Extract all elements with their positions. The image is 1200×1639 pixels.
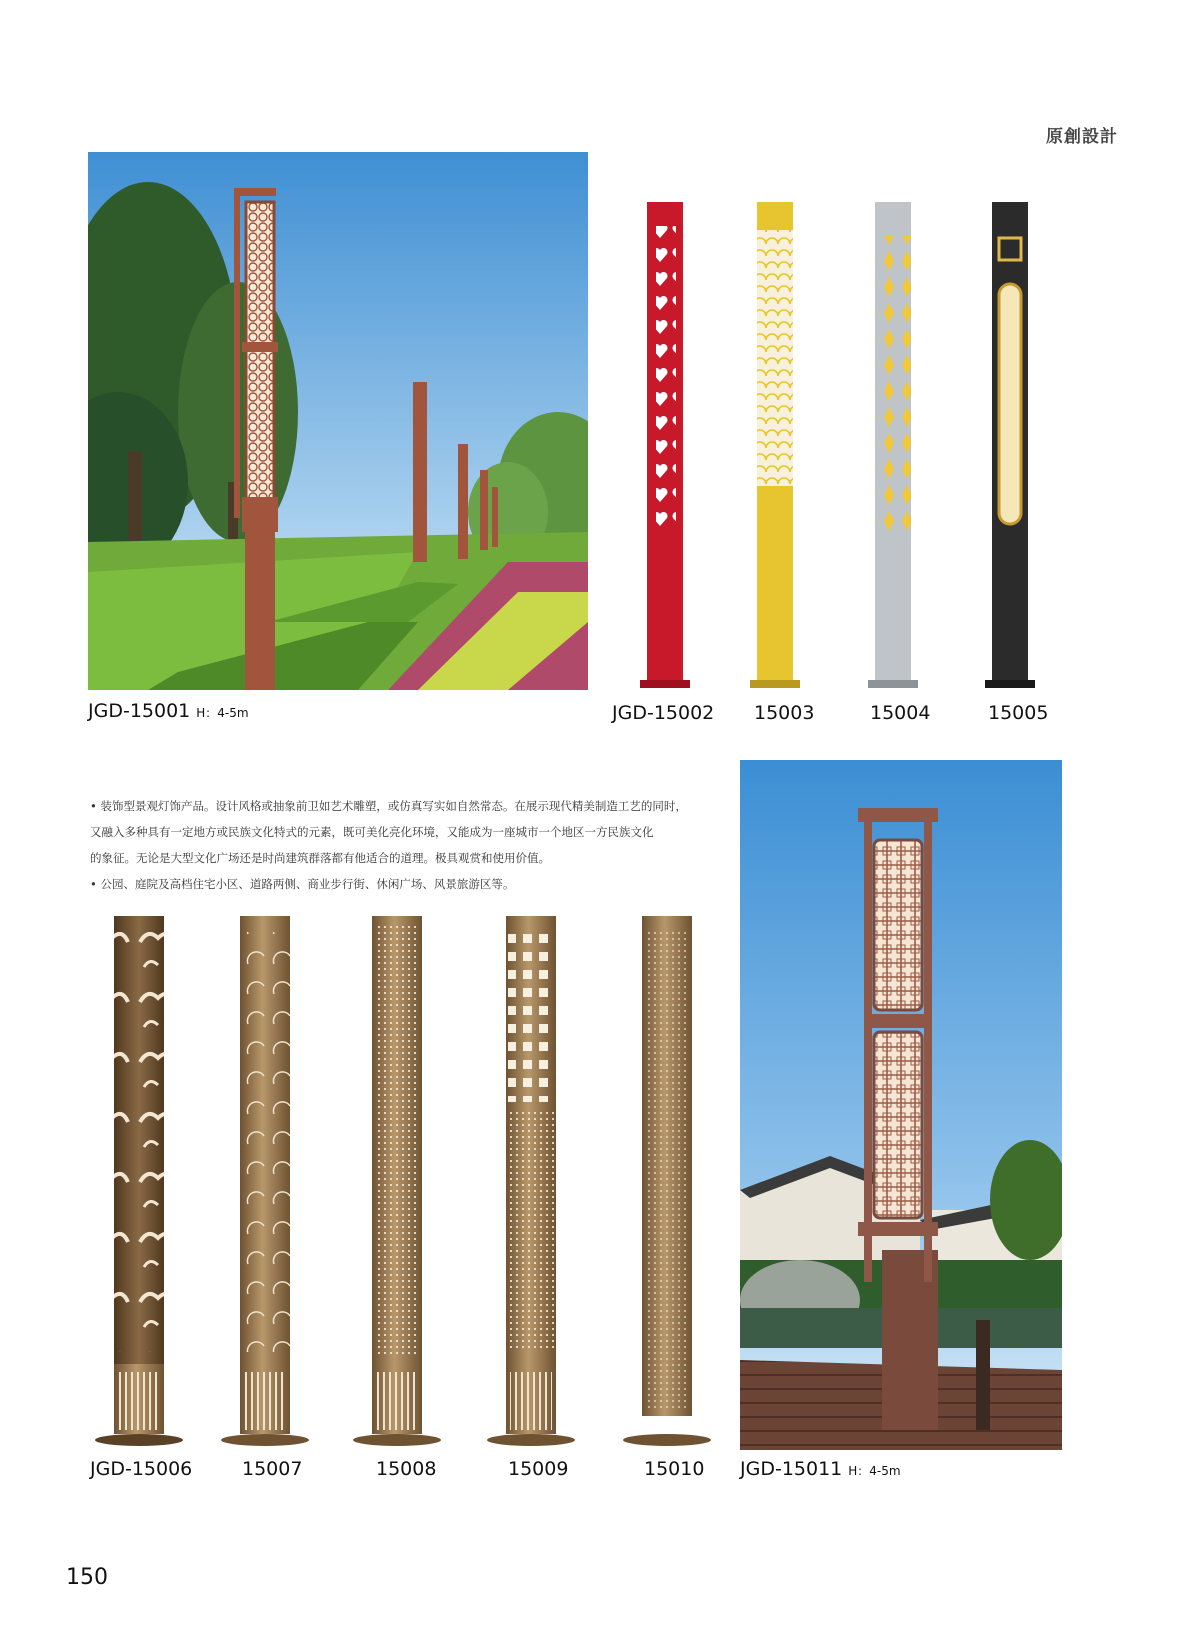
product-height: H：4-5m bbox=[848, 1464, 901, 1478]
product-label-15001 bbox=[88, 700, 249, 722]
section-title: 原創設計 bbox=[1046, 127, 1118, 147]
park-scene-photo bbox=[88, 152, 588, 690]
product-label-15004: 15004 bbox=[870, 702, 931, 724]
garden-scene-photo bbox=[740, 760, 1062, 1450]
product-label-15002: JGD-15002 bbox=[612, 702, 715, 724]
pole-15007 bbox=[221, 916, 309, 1446]
product-label-15006: JGD-15006 bbox=[90, 1458, 193, 1480]
pole-15008 bbox=[353, 916, 441, 1446]
product-label-15005: 15005 bbox=[988, 702, 1049, 724]
pole-row-top bbox=[610, 196, 1050, 692]
description-line: 的象征。无论是大型文化广场还是时尚建筑群落都有他适合的道理。极具观赏和使用价值。 bbox=[90, 851, 550, 865]
description-line: 又融入多种具有一定地方或民族文化特式的元素，既可美化亮化环境，又能成为一座城市一个地区一方民族文化 bbox=[90, 825, 654, 839]
product-label-15009: 15009 bbox=[508, 1458, 569, 1480]
pole-15010 bbox=[623, 916, 711, 1446]
pole-15009 bbox=[487, 916, 575, 1446]
product-label-15007: 15007 bbox=[242, 1458, 303, 1480]
pole-15005 bbox=[985, 202, 1035, 688]
description-line: • 装饰型景观灯饰产品。设计风格或抽象前卫如艺术雕塑，或仿真写实如自然常态。在展示现代精美制造工艺的同时， bbox=[90, 799, 687, 813]
page-number: 150 bbox=[66, 1565, 108, 1590]
product-label-15008: 15008 bbox=[376, 1458, 437, 1480]
product-label-15003: 15003 bbox=[754, 702, 815, 724]
pole-15003 bbox=[750, 202, 800, 688]
pole-15006 bbox=[95, 916, 183, 1446]
pole-15004 bbox=[868, 202, 918, 688]
product-code: JGD-15001 bbox=[88, 700, 191, 722]
description-line: • 公园、庭院及高档住宅小区、道路两侧、商业步行街、休闲广场、风景旅游区等。 bbox=[90, 877, 515, 891]
pole-row-bottom bbox=[88, 912, 728, 1452]
product-height: H：4-5m bbox=[196, 706, 249, 720]
product-label-15010: 15010 bbox=[644, 1458, 705, 1480]
product-label-15011 bbox=[740, 1458, 901, 1480]
pole-15002 bbox=[640, 202, 690, 688]
product-code: JGD-15011 bbox=[740, 1458, 843, 1480]
product-description bbox=[90, 793, 750, 897]
